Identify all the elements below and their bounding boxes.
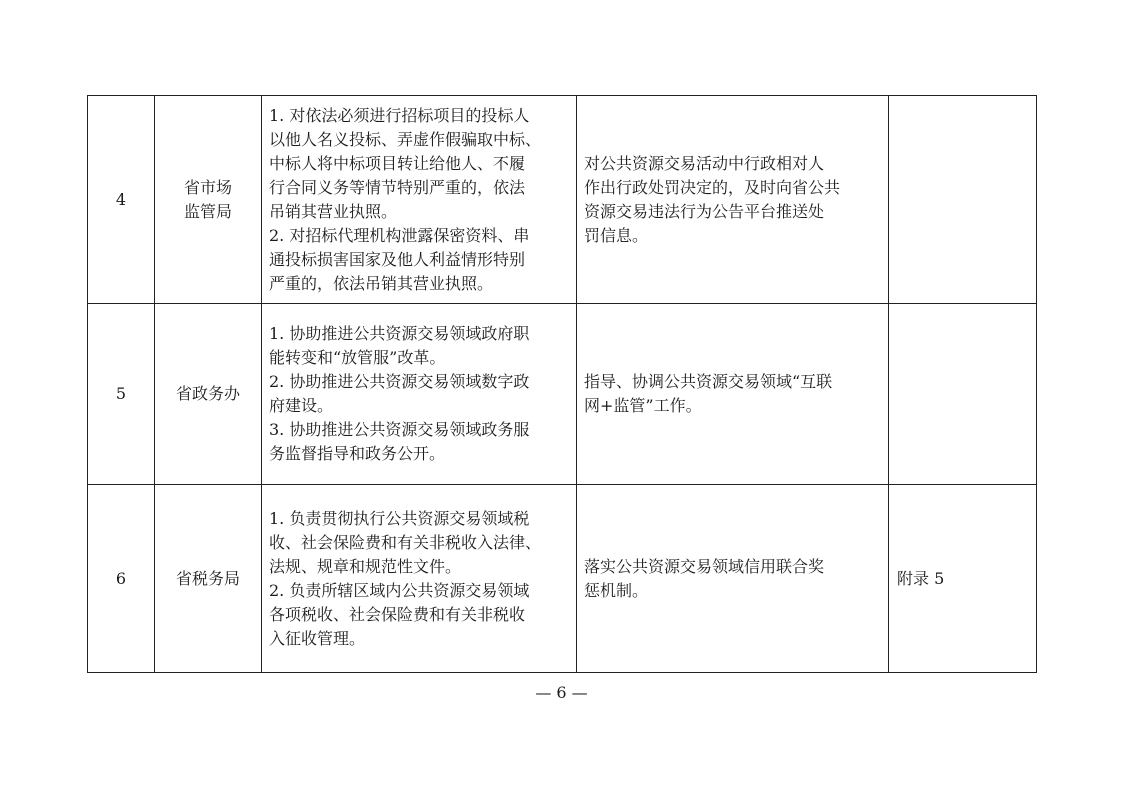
page-number: — 6 — (535, 683, 588, 702)
supervision-line: 惩机制。 (584, 580, 649, 600)
responsibility-table (87, 95, 1037, 673)
supervision-cell (577, 485, 889, 673)
note-cell: 附录 5 (889, 485, 1037, 673)
duty-line: 2. 负责所辖区域内公共资源交易领域 (269, 580, 530, 600)
note-cell (889, 304, 1037, 485)
duty-line: 能转变和“放管服”改革。 (269, 348, 446, 367)
table-body (88, 96, 1037, 673)
supervision-line: 资源交易违法行为公告平台推送处 (584, 201, 825, 221)
table-row (88, 304, 1037, 485)
duty-line: 法规、规章和规范性文件。 (269, 556, 462, 576)
duty-line: 通投标损害国家及他人利益情形特别 (269, 249, 526, 269)
table-row (88, 485, 1037, 673)
duty-line: 严重的，依法吊销其营业执照。 (269, 273, 494, 293)
department-name: 省政务办 (155, 304, 262, 485)
department-name: 省市场 监管局 (155, 96, 262, 304)
duty-line: 务监督指导和政务公开。 (269, 444, 446, 463)
department-name: 省税务局 (155, 485, 262, 673)
duty-line: 1. 负责贯彻执行公共资源交易领域税 (269, 508, 530, 528)
table-row (88, 96, 1037, 304)
duty-line: 2. 协助推进公共资源交易领域数字政 (269, 372, 530, 391)
duties-cell (262, 485, 577, 673)
duty-line: 以他人名义投标、弄虚作假骗取中标、 (269, 129, 542, 149)
duties-cell (262, 96, 577, 304)
supervision-line: 作出行政处罚决定的，及时向省公共 (584, 177, 841, 197)
duty-line: 行合同义务等情节特别严重的，依法 (269, 177, 526, 197)
duty-line: 吊销其营业执照。 (269, 201, 398, 221)
supervision-line: 罚信息。 (584, 225, 649, 245)
duty-line: 3. 协助推进公共资源交易领域政务服 (269, 420, 530, 439)
supervision-line: 指导、协调公共资源交易领域“互联 (584, 372, 833, 391)
row-number: 6 (88, 485, 155, 673)
supervision-line: 对公共资源交易活动中行政相对人 (584, 153, 825, 173)
duty-line: 1. 协助推进公共资源交易领域政府职 (269, 324, 530, 343)
duty-line: 收、社会保险费和有关非税收入法律、 (269, 532, 542, 552)
supervision-line: 网+监管”工作。 (584, 396, 702, 415)
duty-line: 中标人将中标项目转让给他人、不履 (269, 153, 526, 173)
supervision-line: 落实公共资源交易领域信用联合奖 (584, 556, 825, 576)
duty-line: 各项税收、社会保险费和有关非税收 (269, 604, 526, 624)
duty-line: 入征收管理。 (269, 628, 366, 648)
duty-line: 2. 对招标代理机构泄露保密资料、串 (269, 225, 530, 245)
duty-line: 府建设。 (269, 396, 334, 415)
duty-line: 1. 对依法必须进行招标项目的投标人 (269, 105, 530, 125)
row-number: 5 (88, 304, 155, 485)
note-cell (889, 96, 1037, 304)
row-number: 4 (88, 96, 155, 304)
supervision-cell (577, 304, 889, 485)
supervision-cell (577, 96, 889, 304)
duties-cell (262, 304, 577, 485)
